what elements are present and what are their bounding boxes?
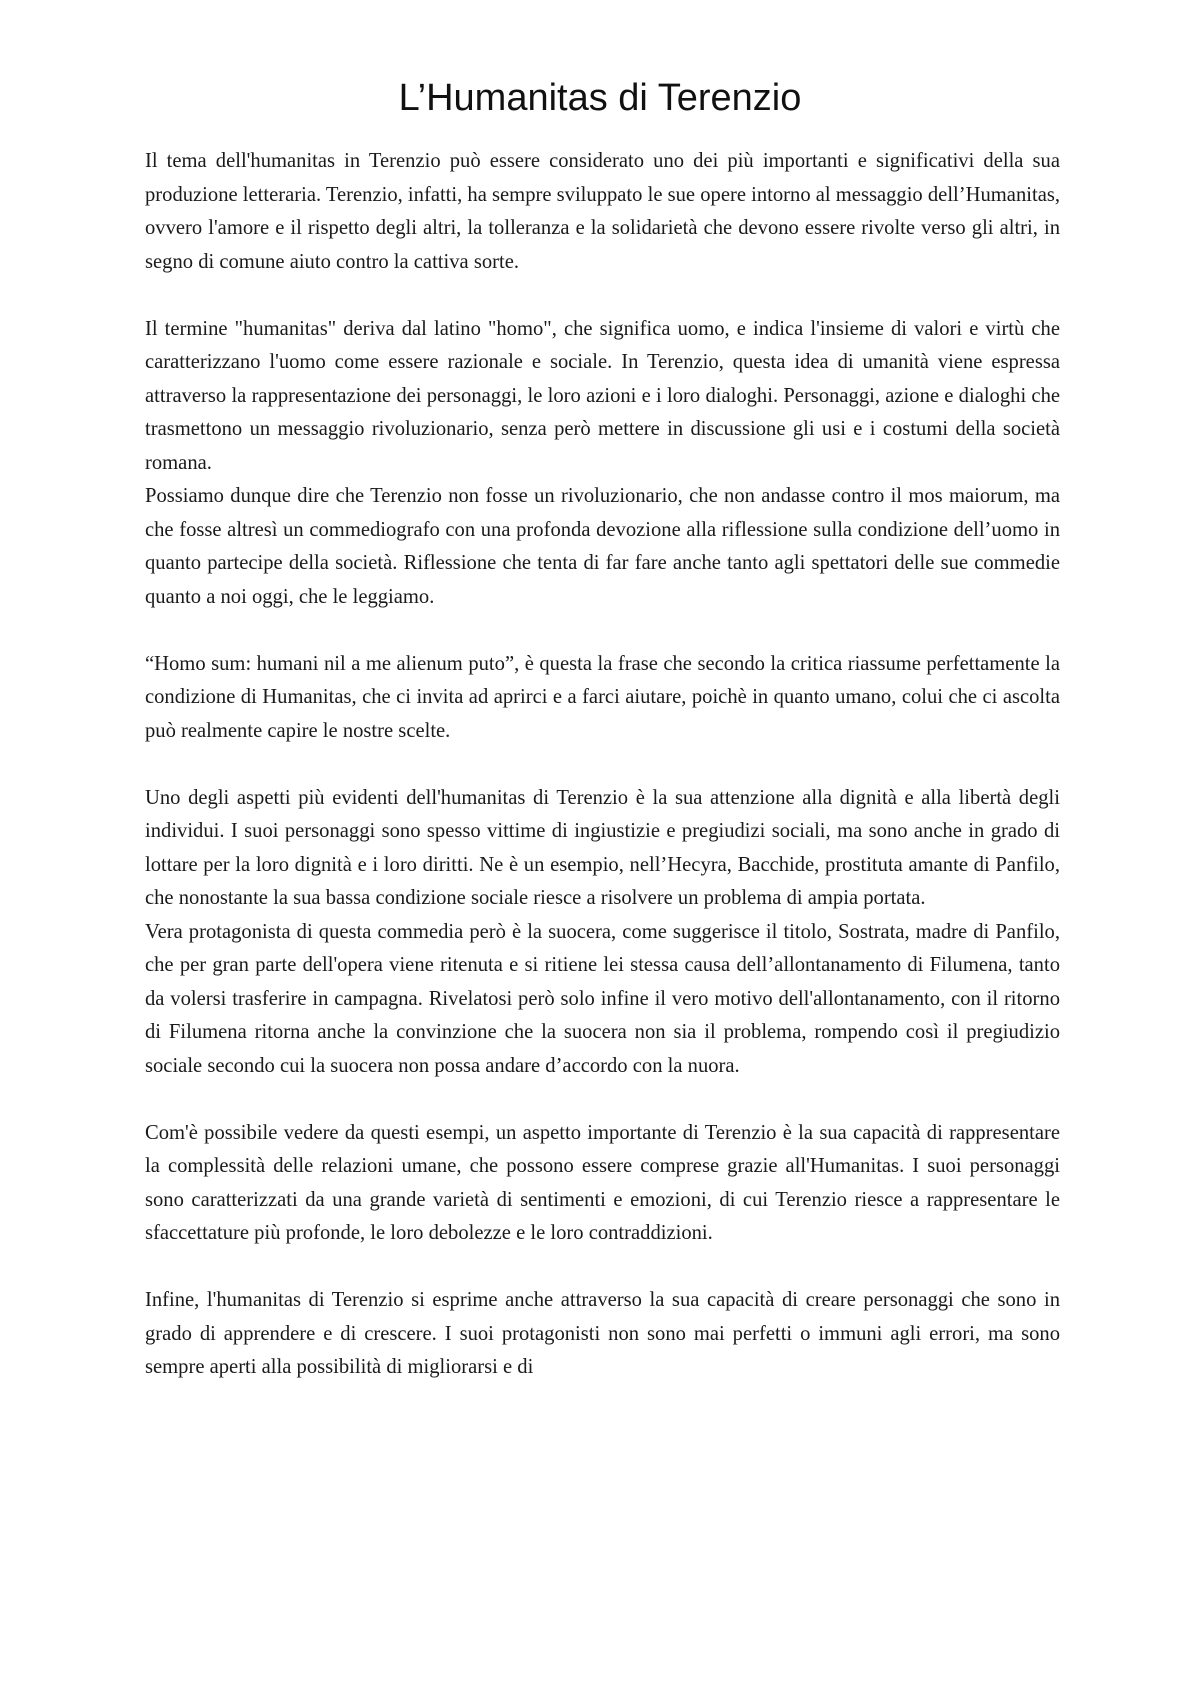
paragraph: Possiamo dunque dire che Terenzio non fosse un rivoluzionario, che non andasse contro il mos maiorum, ma che fosse altresì un commediografo con una profonda devozione alla riflessione sulla condizione dell’uomo in quanto partecipe della società. Riflessione che tenta di far fare anche tanto agli spettatori delle sue commedie quanto a noi oggi, che le leggiamo. bbox=[145, 485, 1060, 608]
paragraph: Infine, l'humanitas di Terenzio si esprime anche attraverso la sua capacità di creare personaggi che sono in grado di apprendere e di crescere. I suoi protagonisti non sono mai perfetti o immuni agli errori, ma sono sempre aperti alla possibilità di migliorarsi e di bbox=[145, 1289, 1060, 1378]
paragraph: “Homo sum: humani nil a me alienum puto”, è questa la frase che secondo la critica riassume perfettamente la condizione di Humanitas, che ci invita ad aprirci e a farci aiutare, poichè in quanto umano, colui che ci ascolta può realmente capire le nostre scelte. bbox=[145, 652, 1060, 742]
document-title: L’Humanitas di Terenzio bbox=[398, 77, 802, 119]
paragraph: Vera protagonista di questa commedia però è la suocera, come suggerisce il titolo, Sostrata, madre di Panfilo, che per gran parte dell'opera viene ritenuta e si ritiene lei stessa causa dell’allontanamento di Filumena, tanto da volersi trasferire in campagna. Rivelatosi però solo infine il vero motivo dell'allontanamento, con il ritorno di Filumena ritorna anche la convinzione che la suocera non sia il problema, rompendo così il pregiudizio sociale secondo cui la suocera non possa andare d’accordo con la nuora. bbox=[145, 920, 1060, 1077]
paragraph: Uno degli aspetti più evidenti dell'humanitas di Terenzio è la sua attenzione alla dignità e alla libertà degli individui. I suoi personaggi sono spesso vittime di ingiustizie e pregiudizi sociali, ma sono anche in grado di lottare per la loro dignità e i loro diritti. Ne è un esempio, nell’Hecyra, Bacchide, prostituta amante di Panfilo, che nonostante la sua bassa condizione sociale riesce a risolvere un problema di ampia portata. bbox=[145, 786, 1060, 909]
paragraph: Il termine "humanitas" deriva dal latino "homo", che significa uomo, e indica l'insieme di valori e virtù che caratterizzano l'uomo come essere razionale e sociale. In Terenzio, questa idea di umanità viene espressa attraverso la rappresentazione dei personaggi, le loro azioni e i loro dialoghi. Personaggi, azione e dialoghi che trasmettono un messaggio rivoluzionario, senza però mettere in discussione gli usi e i costumi della società romana. bbox=[145, 317, 1060, 474]
paragraph: Il tema dell'humanitas in Terenzio può essere considerato uno dei più importanti e significativi della sua produzione letteraria. Terenzio, infatti, ha sempre sviluppato le sue opere intorno al messaggio dell’Humanitas, ovvero l'amore e il rispetto degli altri, la tolleranza e la solidarietà che devono essere rivolte verso gli altri, in segno di comune aiuto contro la cattiva sorte. bbox=[145, 150, 1060, 273]
document-body bbox=[145, 145, 1060, 1385]
paragraph: Com'è possibile vedere da questi esempi, un aspetto importante di Terenzio è la sua capacità di rappresentare la complessità delle relazioni umane, che possono essere comprese grazie all'Humanitas. I suoi personaggi sono caratterizzati da una grande varietà di sentimenti e emozioni, di cui Terenzio riesce a rappresentare le sfaccettature più profonde, le loro debolezze e le loro contraddizioni. bbox=[145, 1121, 1060, 1244]
